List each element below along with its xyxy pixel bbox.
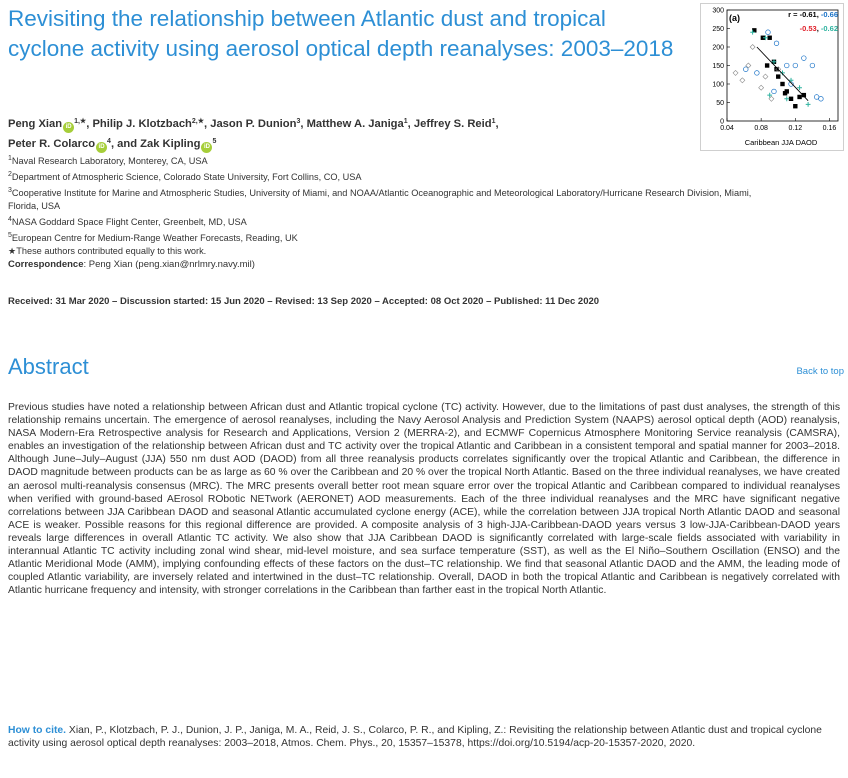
orcid-icon[interactable]: iD [96,142,107,153]
data-point-circle [784,63,789,68]
data-point-circle [743,67,748,72]
data-point-circle [819,97,824,102]
corr-value-4: -0.62 [820,24,838,33]
data-point-circle [772,89,777,94]
x-tick-label: 0.12 [788,125,803,132]
affiliation: $^1$Naval Research Laboratory, Monterey, CA, USA [8,155,208,166]
data-point-plus [767,93,772,98]
y-tick-label: 100 [712,81,724,89]
corr-value-2: -0.66 [820,10,838,19]
affiliations [8,152,768,258]
data-point-diamond [750,45,755,50]
y-tick-label: 300 [712,7,724,15]
how-to-cite [8,724,840,750]
author[interactable]: Philip J. Klotzbach$^{2,★}$ [92,118,205,130]
data-point-square [776,74,780,78]
y-tick-label: 0 [720,118,724,126]
data-point-diamond [763,74,768,79]
author[interactable]: Peter R. Colarco $iD^4$ [8,138,111,150]
data-point-circle [814,95,819,100]
y-tick-label: 200 [712,44,724,52]
x-tick-label: 0.08 [754,125,768,132]
scatter-chart [701,4,843,150]
y-tick-label: 50 [716,100,724,107]
data-point-diamond [740,78,745,83]
affiliation: $^4$NASA Goddard Space Flight Center, Greenbelt, MD, USA [8,216,247,227]
y-tick-label: 150 [712,63,724,70]
data-point-diamond [759,85,764,90]
affiliation: $^2$Department of Atmospheric Science, Colorado State University, Fort Collins, CO, USA [8,171,362,182]
author[interactable]: Matthew A. Janiga$^1$ [306,118,408,130]
data-point-circle [810,63,815,68]
data-point-plus [784,96,789,101]
affiliation: $^5$European Centre for Medium-Range Weather Forecasts, Reading, UK [8,232,298,243]
figure-thumbnail[interactable] [700,3,844,151]
chart-correlation-line2: -0.53, -0.62 [799,24,838,33]
data-point-square [767,36,771,40]
chart-xlabel: Caribbean JJA DAOD [744,138,818,147]
data-point-square [789,97,793,101]
data-point-diamond [733,70,738,75]
author[interactable]: Zak Kipling $iD^5$ [140,138,216,150]
corr-value-3: -0.53 [799,24,817,33]
correspondence-text: : Peng Xian (peng.xian@nrlmry.navy.mil) [83,259,255,270]
y-tick-label: 250 [712,26,724,33]
orcid-icon[interactable]: iD [201,142,212,153]
data-point-circle [755,71,760,76]
how-to-cite-text: Xian, P., Klotzbach, P. J., Dunion, J. P., Janiga, M. A., Reid, J. S., Colarco, P. R., and Kipling, Z.: Revisiting the relationship between Atlantic dust and tropical cyclone activity using aerosol optical depth reanalyses: 2003–2018, Atmos. Chem. Phys., 20, 15357–15378, https://doi.org/10.5194/acp-20-15357-2020, 2020. [8,725,822,750]
affiliation: $^3$Cooperative Institute for Marine and Atmospheric Studies, University of Miami, and NOAA/Atlantic Oceanographic and Meteorological Laboratory/Hurricane Research Division, Miami, Florida, USA [8,187,752,211]
orcid-icon[interactable]: iD [63,122,74,133]
data-point-plus [780,71,785,76]
x-tick-label: 0.16 [822,125,837,132]
data-point-circle [766,30,771,35]
paper-title: Revisiting the relationship between Atlantic dust and tropical cyclone activity using aerosol optical depth reanalyses: 2003–2018 [8,6,674,61]
regression-line [757,47,808,101]
data-point-square [780,82,784,86]
publication-dates: Received: 31 Mar 2020 – Discussion started: 15 Jun 2020 – Revised: 13 Sep 2020 – Accepted: 08 Oct 2020 – Published: 11 Dec 2020 [8,296,600,307]
data-point-circle [802,56,807,61]
affiliation-note: ★These authors contributed equally to this work. [8,246,207,256]
abstract-heading: Abstract [8,354,89,379]
data-point-circle [793,63,798,68]
x-tick-label: 0.04 [720,125,734,132]
data-point-plus [806,102,811,107]
chart-panel-label: (a) [729,13,740,23]
author[interactable]: Peng Xian $iD^{1,★}$ [8,118,86,130]
abstract-text: Previous studies have noted a relationship between African dust and Atlantic tropical cyclone (TC) activity. However, due to the limitations of past dust analyses, the strength of this relationship remains uncertain. The emergence of aerosol reanalyses, including the Navy Aerosol Analysis and Prediction System (NAAPS) aerosol optical depth (AOD) reanalysis, NASA Modern-Era Retrospective analysis for Research and Applications, Version 2 (MERRA-2), and ECMWF Copernicus Atmosphere Monitoring Service reanalysis (CAMSRA), enables an investigation of the relationship between African dust and TC activity over the tropical Atlantic and Caribbean in a consistent temporal and spatial manner for 2003–2018. Although June–July–August (JJA) 550 nm dust AOD (DAOD) from all three reanalysis products correlates significantly over the tropical Atlantic and Caribbean, the difference in DAOD magnitude between products can be as large as 60 % over the Caribbean and 20 % over the tropical North Atlantic. Based on the three individual reanalyses, we have created an aerosol multi-reanalysis consensus (MRC). The MRC presents overall better root mean square error over the tropical Atlantic and Caribbean compared to individual reanalyses when verified with ground-based AErosol RObotic NETwork (AERONET) AOD measurements. Each of the three individual reanalyses and the MRC have significant negative correlations between JJA Caribbean DAOD and seasonal Atlantic accumulated cyclone energy (ACE), while the correlation between JJA tropical North Atlantic DAOD and seasonal ACE is weaker. Possible reasons for this regional difference are provided. A composite analysis of 3 high-JJA-Caribbean-DAOD years versus 3 low-JJA-Caribbean-DAOD years reveals large differences in overall Atlantic TC activity. We also show that JJA Caribbean DAOD is significantly correlated with large-scale fields associated with variability in interannual Atlantic TC activity including zonal wind shear, mid-level moisture, and sea surface temperature (SST), as well as the El Niño–Southern Oscillation (ENSO) and the Atlantic Meridional Mode (AMM), implying confounding effects of these factors on the dust–TC relationship. We find that seasonal Atlantic DAOD and the AMM, the leading mode of coupled Atlantic variability, are inversely related and intertwined in the dust–TC relationship. Overall, DAOD in both the tropical Atlantic and Caribbean is negatively correlated with Atlantic hurricane frequency and intensity, with stronger correlations in the Caribbean than farther east in the tropical North Atlantic. [8,402,840,597]
data-point-square [783,91,787,95]
how-to-cite-label: How to cite. [8,725,67,736]
data-point-square [765,63,769,67]
data-point-square [793,104,797,108]
data-point-circle [774,41,779,46]
corr-value-1: -0.61 [799,10,817,19]
correspondence [8,259,255,270]
author[interactable]: Jeffrey S. Reid$^1$ [413,118,496,130]
chart-correlation-line1: r = -0.61, -0.66 [788,10,838,19]
author-list: Peng Xian $iD^{1,★}$, Philip J. Klotzbach$^{2,★}$, Jason P. Dunion$^3$, Matthew A. Janiga$^1$, Jeffrey S. Reid$^1$, Peter R. Colarco $iD^4$, and Zak Kipling $iD^5$ [8,113,688,153]
correspondence-label: Correspondence [8,259,84,270]
back-to-top-link[interactable]: Back to top [796,366,844,377]
data-point-square [797,95,801,99]
author[interactable]: Jason P. Dunion$^3$ [210,118,301,130]
corr-r-label: r = [788,10,800,19]
